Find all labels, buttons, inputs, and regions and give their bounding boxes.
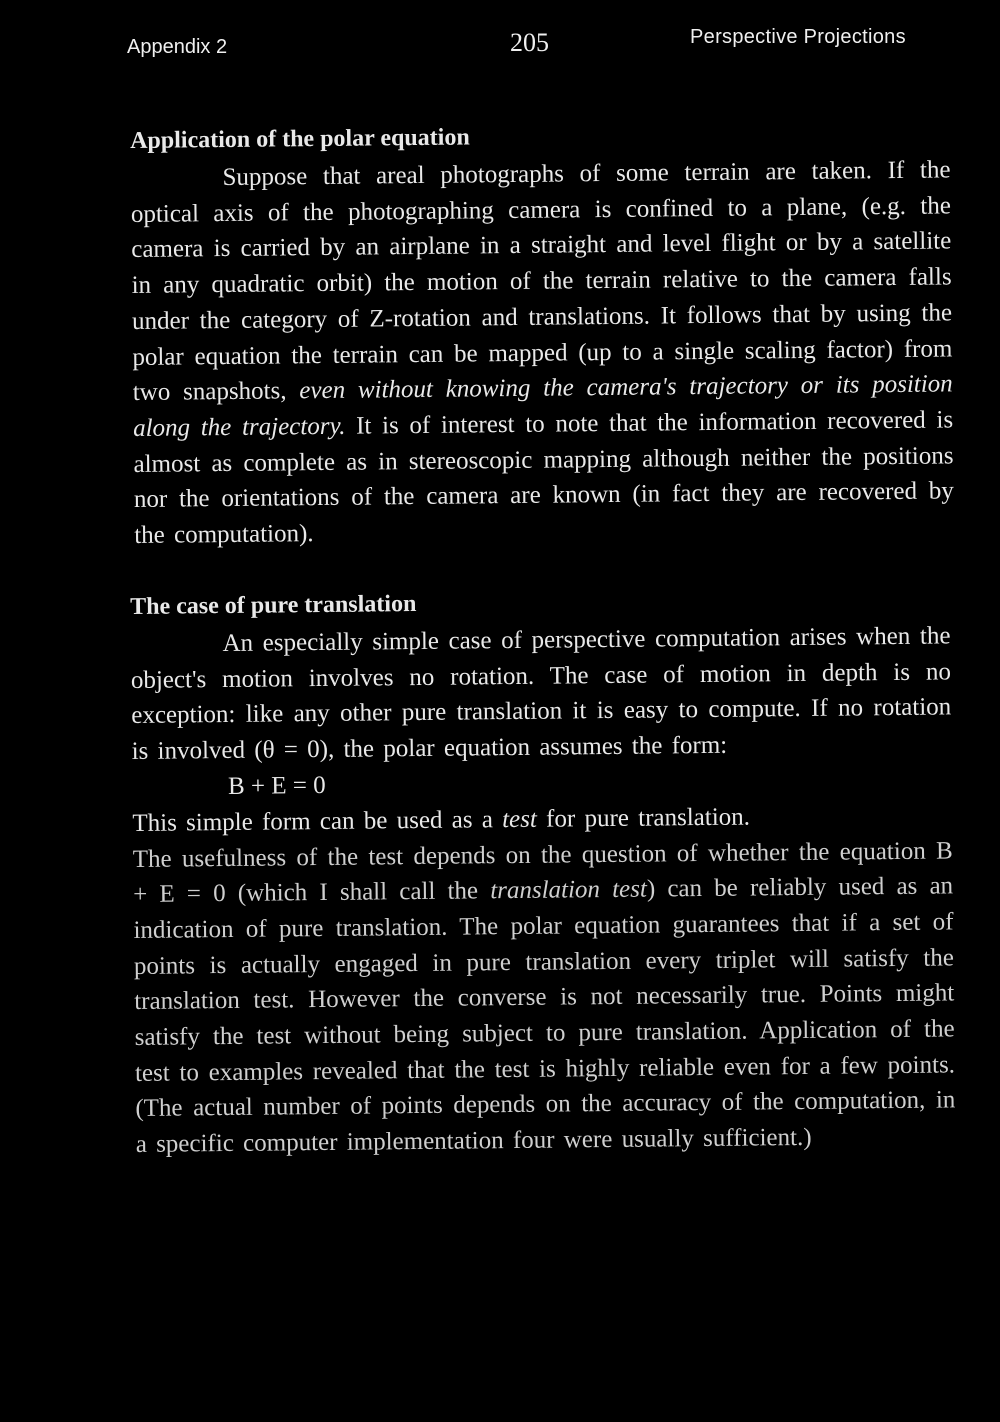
- paragraph-text: The usefulness of the test depends on the question of whether the equation B + E = 0 (which I shall call the: [132, 836, 953, 908]
- paragraph-text: for pure translation.: [536, 803, 751, 833]
- formula: B + E = 0: [227, 771, 326, 800]
- paragraph-text: Suppose that areal photographs of some terrain are taken. If the optical axis of the photographing camera is confined to a plane, (e.g. the camera is carried by an airplane in a straight and level flight or by a satellite in any quadratic orbit) the motion of the terrain relative to the camera falls under the category of Z-rotation and translations. It follows that by using the polar equation the terrain can be mapped (up to a single scaling factor) from two snapshots,: [130, 156, 953, 407]
- paragraph: [133, 833, 956, 1163]
- page-header: [0, 26, 1000, 66]
- page-number: 205: [510, 28, 549, 57]
- paragraph-text: This simple form can be used as a: [132, 805, 503, 837]
- section-polar-equation: [130, 119, 954, 553]
- paragraph: An especially simple case of perspective computation arises when the object's motion involves no rotation. The case of motion in depth is no exception: like any other pure translation it is easy to compute. If no rotation is involved (θ = 0), the polar equation assumes the form:: [130, 622, 952, 765]
- section-heading: The case of pure translation: [130, 590, 417, 620]
- header-appendix-label: Appendix 2: [127, 36, 228, 58]
- emphasized-text: translation test: [490, 875, 648, 905]
- section-pure-translation: [130, 585, 956, 1162]
- emphasized-text: even without knowing the camera's trajectory or its position along the trajectory.: [133, 370, 953, 442]
- page-body: [130, 124, 956, 1163]
- paragraph-text: It is of interest to note that the information recovered is almost as complete as in stereoscopic mapping although neither the positions nor the orientations of the camera are known (in fact they are recovered by the computation).: [133, 406, 954, 550]
- section-heading: Application of the polar equation: [130, 124, 470, 154]
- paragraph-text: ) can be reliably used as an indication of pure translation. The polar equation guarantees that if a set of points is actually engaged in pure translation every triplet will satisfy the translation test. However the converse is not necessarily true. Points might satisfy the test without being subject to pure translation. Application of the test to examples revealed that the test is highly reliable even for a few points. (The actual number of points depends on the accuracy of the computation, in a specific computer implementation four were usually sufficient.): [133, 872, 956, 1158]
- paragraph: [130, 152, 954, 553]
- emphasized-text: test: [501, 805, 537, 833]
- header-chapter-title: Perspective Projections: [690, 26, 906, 48]
